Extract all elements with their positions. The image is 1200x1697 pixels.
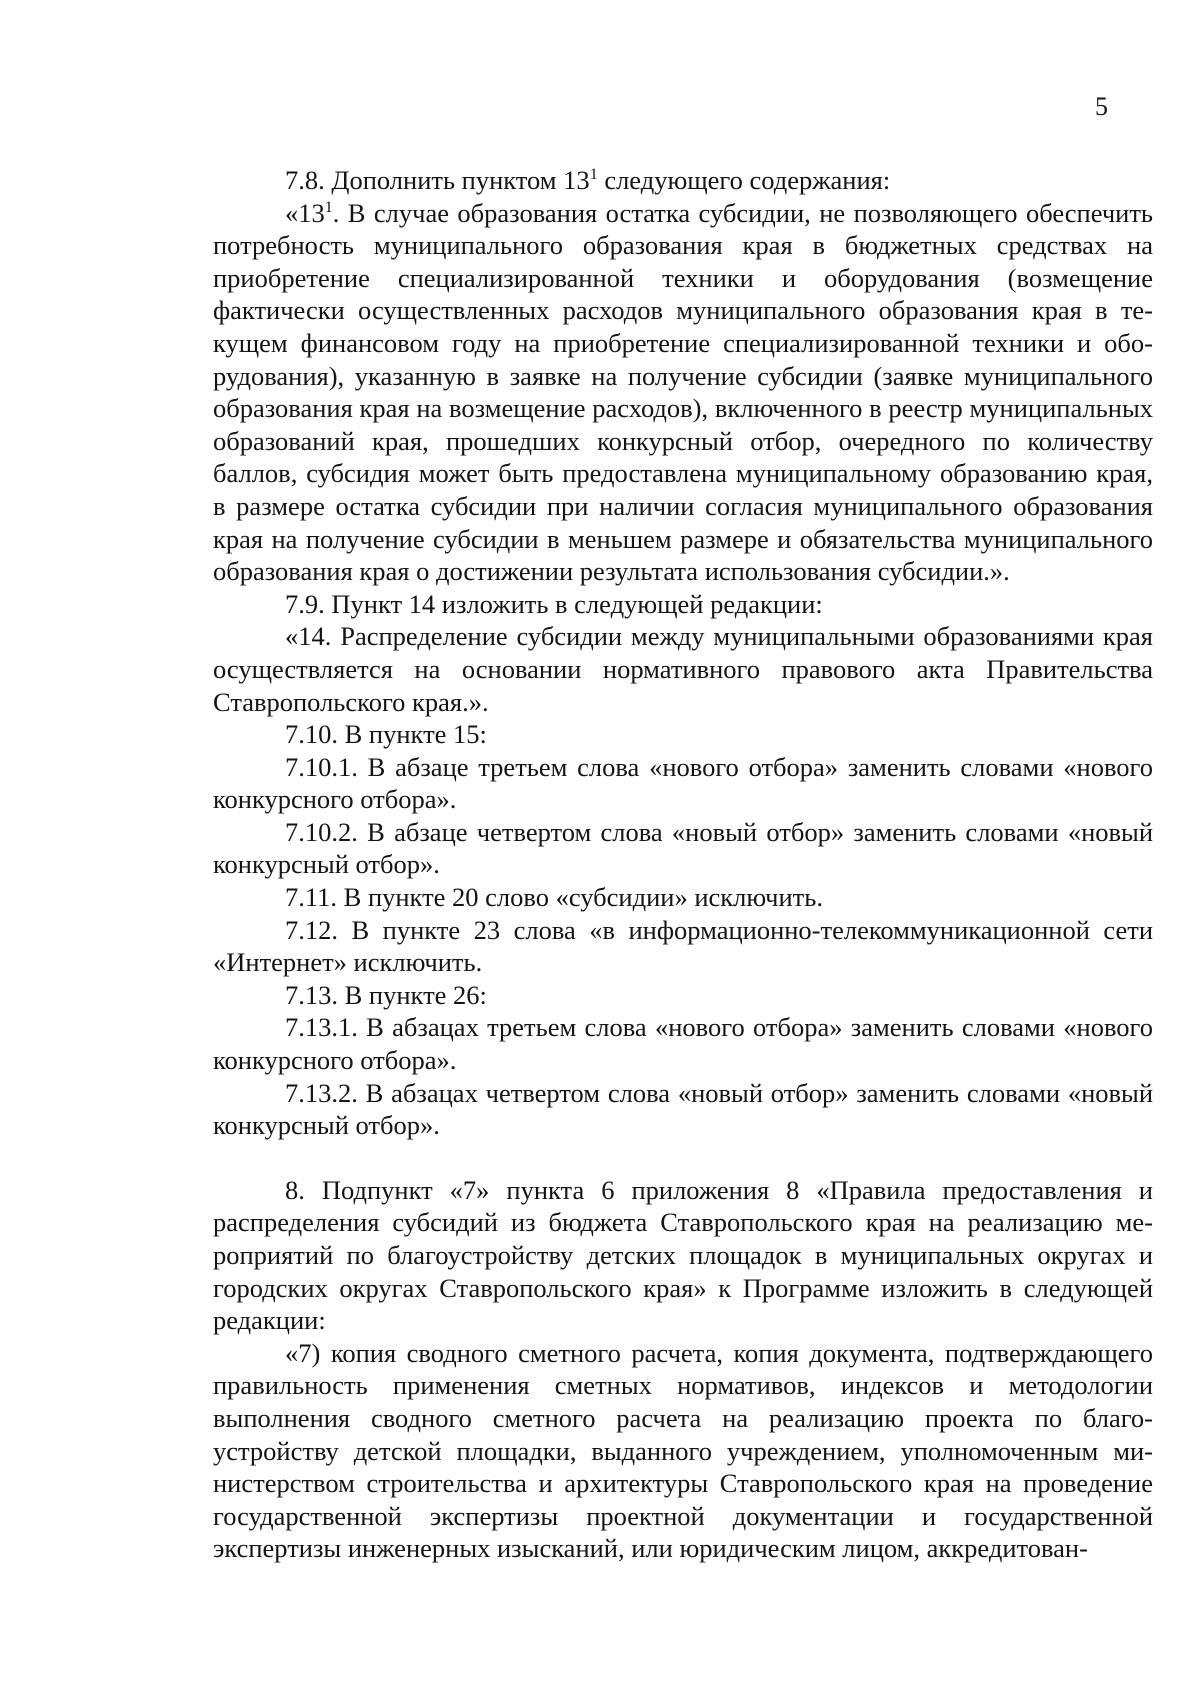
paragraph-7-13-1: 7.13.1. В абзацах третьем слова «нового отбора» заменить словами «нового конкурсного отбора».: [213, 1012, 1153, 1076]
paragraph-7-12: 7.12. В пункте 23 слова «в информационно-телекоммуникационной сети «Интернет» исключить.: [213, 914, 1153, 978]
paragraph-7-10-2: 7.10.2. В абзаце четвертом слова «новый отбор» заменить словами «новый конкурсный отбор».: [213, 816, 1153, 880]
paragraph-14-text: «14. Распределение субсидии между муниципальными образованиями края осуществляется на основании нормативного правового акта Правительства Ставропольского края.».: [213, 621, 1153, 717]
paragraph-7-8: 7.8. Дополнить пунктом $13^1$ следующего содержания:: [285, 165, 891, 195]
document-body: [213, 164, 1153, 1565]
paragraph-7-10-1: 7.10.1. В абзаце третьем слова «нового отбора» заменить словами «нового конкурсного отбора».: [213, 751, 1153, 815]
superscript: 1: [324, 198, 333, 216]
paragraph-7-subitem-text: «7) копия сводного сметного расчета, копия документа, подтверждающего правильность применения сметных нормативов, индексов и методологии выполнения сводного сметного расчета на реализацию проекта по благоустройству детской площадки, выданного учреждением, уполномоченным министерством строительства и архитектуры Ставропольского края на проведение государственной экспертизы проектной документации и государственной экспертизы инженерных изысканий, или юридическим лицом, аккредитован-: [213, 1337, 1153, 1564]
paragraph-13-1-text: «$13^1$. В случае образования остатка субсидии, не позволяющего обеспечить потребность муниципального образования края в бюджетных средствах на приобретение специализированной техники и оборудования (возмещение фактически осуществленных расходов муниципального образования края в текущем финансовом году на приобретение специализированной техники и оборудования), указанную в заявке на получение субсидии (заявке муниципального образования края на возмещение расходов), включенного в реестр муниципальных образований края, прошедших конкурсный отбор, очередного по количеству баллов, субсидия может быть предоставлена муниципальному образованию края, в размере остатка субсидии при наличии согласия муниципального образования края на получение субсидии в меньшем размере и обязательства муниципального образования края о достижении результата использования субсидии.».: [213, 197, 1153, 587]
paragraph-7-11: 7.11. В пункте 20 слово «субсидии» исключить.: [285, 882, 823, 913]
paragraph-7-10: 7.10. В пункте 15:: [285, 719, 487, 750]
paragraph-7-13: 7.13. В пункте 26:: [285, 979, 487, 1010]
superscript: 1: [589, 166, 598, 184]
paragraph-8: 8. Подпункт «7» пункта 6 приложения 8 «Правила предоставления и распределения субсидий из бюджета Ставропольского края на реализацию мероприятий по благоустройству детских площадок в муниципальных округах и городских округах Ставропольского края» к Программе изложить в следующей редакции:: [213, 1174, 1153, 1336]
paragraph-7-9: 7.9. Пункт 14 изложить в следующей редакции:: [285, 588, 823, 619]
page-number: 5: [1095, 92, 1108, 121]
paragraph-7-13-2: 7.13.2. В абзацах четвертом слова «новый отбор» заменить словами «новый конкурсный отбор».: [213, 1077, 1153, 1141]
